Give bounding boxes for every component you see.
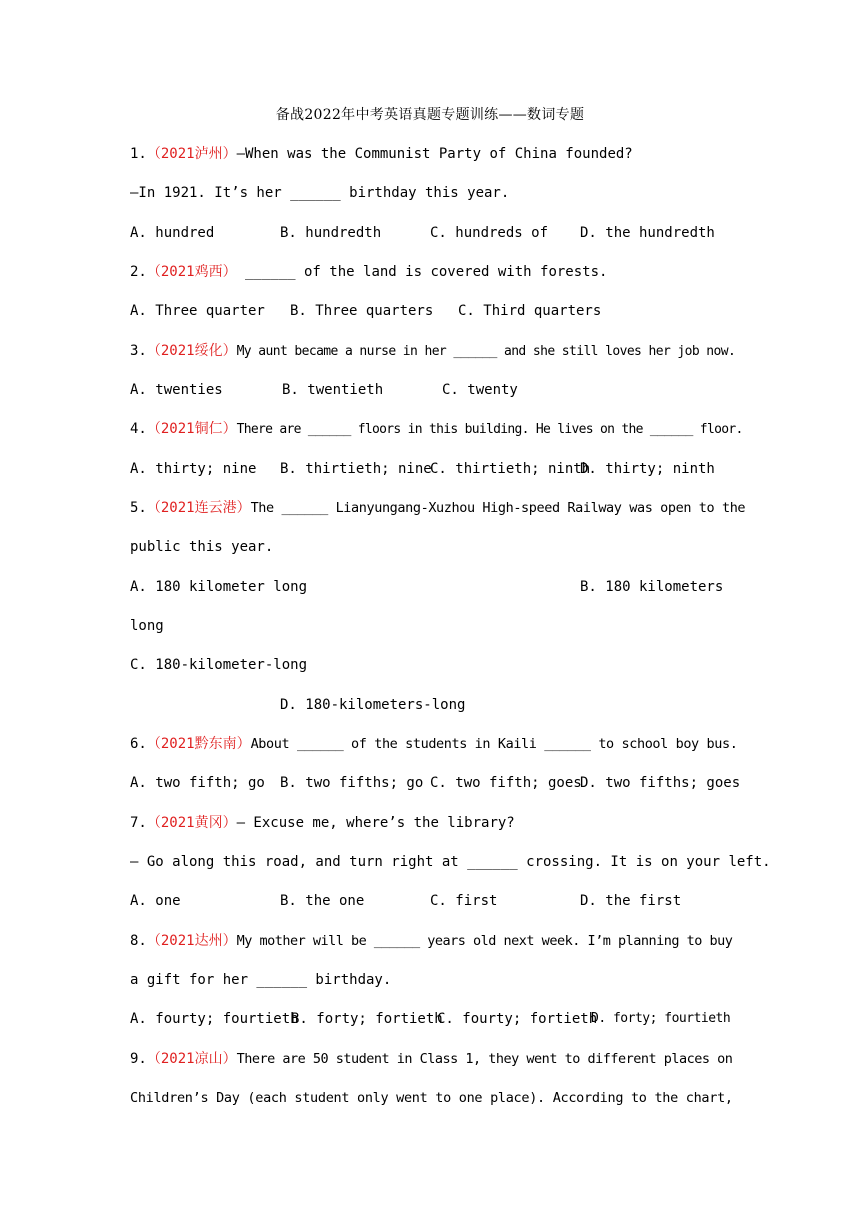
question-source: （2021鸡西） (146, 264, 237, 280)
question-source: （2021凉山） (146, 1051, 237, 1067)
question-number: 7. (130, 815, 147, 831)
question-number: 1. (130, 146, 147, 162)
page-title: 备战2022年中考英语真题专题训练——数词专题 (275, 107, 585, 123)
option-d: D. thirty; ninth (580, 461, 715, 477)
question-9 (130, 1049, 732, 1069)
option-a: A. twenties (130, 382, 223, 398)
question-text: — Excuse me, where’s the library? (236, 815, 515, 831)
option-c: C. hundreds of (430, 225, 549, 241)
option-b: B. hundredth (280, 225, 382, 241)
option-d: D. the hundredth (580, 225, 715, 241)
option-b: B. thirtieth; nine (280, 461, 432, 477)
question-number: 9. (130, 1051, 147, 1067)
question-7-line-2: — Go along this road, and turn right at ______ crossing. It is on your left. (130, 854, 771, 870)
question-number: 4. (130, 421, 147, 437)
option-a: A. thirty; nine (130, 461, 257, 477)
option-c: C. twenty (442, 382, 518, 398)
question-number: 8. (130, 933, 147, 949)
question-5-line-2: public this year. (130, 539, 274, 555)
question-6 (130, 734, 737, 754)
option-b: B. forty; fortieth (291, 1011, 443, 1027)
question-number: 3. (130, 343, 147, 359)
question-8-line-2: a gift for her ______ birthday. (130, 972, 392, 988)
option-c: C. two fifth; goes (430, 775, 582, 791)
question-8 (130, 931, 732, 951)
question-source: （2021黄冈） (146, 815, 237, 831)
question-3 (130, 341, 735, 361)
question-source: （2021连云港） (146, 500, 251, 516)
question-1-line-2: —In 1921. It’s her ______ birthday this year. (130, 185, 510, 201)
question-source: （2021绥化） (146, 343, 237, 359)
question-text: My aunt became a nurse in her ______ and she still loves her job now. (236, 344, 736, 359)
option-c: C. Third quarters (458, 303, 602, 319)
option-c: C. fourty; fortieth (437, 1011, 598, 1027)
option-a: A. hundred (130, 225, 215, 241)
option-d: D. 180-kilometers-long (280, 697, 466, 713)
question-source: （2021黔东南） (146, 736, 251, 752)
question-source: （2021达州） (146, 933, 237, 949)
question-text: There are ______ floors in this building. He lives on the ______ floor. (236, 422, 743, 437)
question-text: —When was the Communist Party of China founded? (236, 146, 633, 162)
question-source: （2021铜仁） (146, 421, 237, 437)
option-b-continued: long (130, 618, 164, 634)
question-7 (130, 813, 515, 833)
option-a: A. Three quarter (130, 303, 265, 319)
option-d: D. the first (580, 893, 682, 909)
option-c: C. 180-kilometer-long (130, 657, 308, 673)
question-text: ______ of the land is covered with forests. (236, 264, 608, 280)
option-a: A. two fifth; go (130, 775, 265, 791)
question-4 (130, 419, 743, 439)
question-9-line-2: Children’s Day (each student only went to one place). According to the chart, (130, 1090, 733, 1106)
option-b: B. the one (280, 893, 365, 909)
question-number: 2. (130, 264, 147, 280)
question-number: 5. (130, 500, 147, 516)
question-text: My mother will be ______ years old next week. I’m planning to buy (236, 933, 733, 949)
option-a: A. one (130, 893, 181, 909)
option-d: D. two fifths; goes (580, 775, 741, 791)
option-d: D. forty; fourtieth (591, 1011, 731, 1026)
option-b: B. 180 kilometers (580, 579, 724, 595)
question-text: There are 50 student in Class 1, they went to different places on (236, 1051, 733, 1067)
question-5 (130, 498, 745, 518)
question-number: 6. (130, 736, 147, 752)
question-2 (130, 262, 607, 282)
question-source: （2021泸州） (146, 146, 237, 162)
question-text: The ______ Lianyungang-Xuzhou High-speed Railway was open to the (250, 500, 746, 516)
question-1 (130, 144, 633, 164)
option-c: C. first (430, 893, 498, 909)
option-b: B. Three quarters (290, 303, 434, 319)
option-c: C. thirtieth; ninth (430, 461, 591, 477)
option-a: A. 180 kilometer long (130, 579, 308, 595)
option-b: B. two fifths; go (280, 775, 424, 791)
option-a: A. fourty; fourtieth (130, 1011, 299, 1027)
option-b: B. twentieth (282, 382, 384, 398)
question-text: About ______ of the students in Kaili ______ to school boy bus. (250, 736, 738, 752)
